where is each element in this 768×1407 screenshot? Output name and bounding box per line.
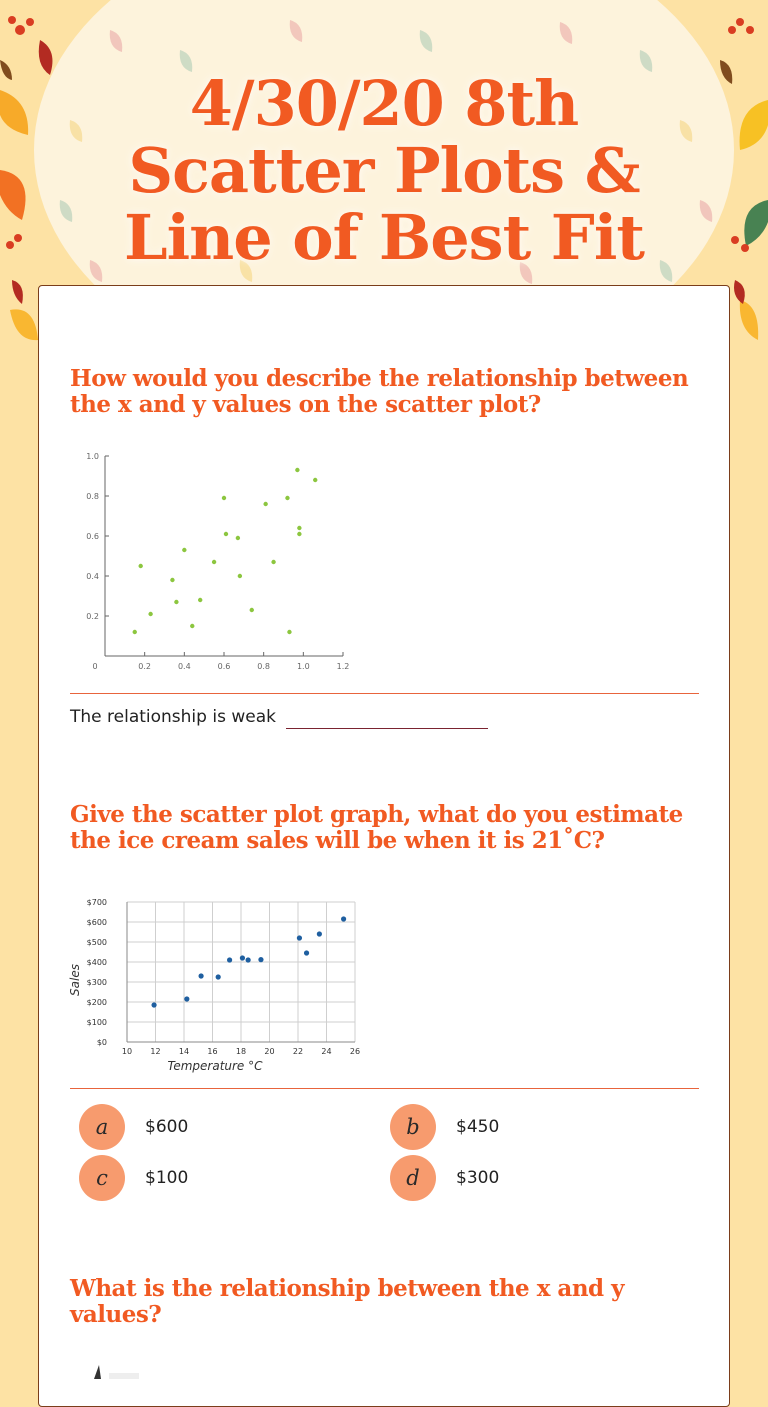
data-point <box>224 532 228 536</box>
x-tick-label: 0.2 <box>138 662 152 671</box>
x-tick-label: 22 <box>292 1047 304 1056</box>
data-point <box>139 564 143 568</box>
x-tick-label: 0.4 <box>177 662 191 671</box>
data-point <box>341 916 346 921</box>
data-point <box>174 600 178 604</box>
choice-a[interactable] <box>79 1104 188 1150</box>
y-tick-label: 0.6 <box>86 532 99 541</box>
data-point <box>184 996 189 1001</box>
y-tick-label: 0.2 <box>86 612 99 621</box>
x-tick-label: 0.6 <box>217 662 231 671</box>
data-point <box>190 624 194 628</box>
x-tick-label: 16 <box>207 1047 218 1056</box>
data-point <box>133 630 137 634</box>
origin-label: 0 <box>92 662 98 671</box>
worksheet-card <box>38 285 730 1407</box>
data-point <box>304 950 309 955</box>
question-3-image <box>89 1361 149 1381</box>
x-tick-label: 24 <box>321 1047 332 1056</box>
y-tick-label: $100 <box>86 1018 107 1027</box>
choice-b-text: $450 <box>456 1117 500 1137</box>
choice-d-text: $300 <box>456 1168 500 1188</box>
data-point <box>258 957 263 962</box>
y-tick-label: $300 <box>86 978 107 987</box>
x-tick-label: 1.2 <box>336 662 350 671</box>
title-line-1: 4/30/20 8th <box>189 67 579 140</box>
x-tick-label: 12 <box>150 1047 161 1056</box>
answer-prefix: The relationship is weak <box>70 706 276 727</box>
y-tick-label: 0.4 <box>86 572 99 581</box>
data-point <box>199 973 204 978</box>
data-point <box>295 468 299 472</box>
question-3-title: What is the relationship between the x and y values? <box>70 1275 624 1328</box>
y-axis-label: Sales <box>68 964 82 996</box>
y-tick-label: $600 <box>86 918 107 927</box>
data-point <box>297 532 301 536</box>
answer-input[interactable] <box>286 704 488 729</box>
data-point <box>222 496 226 500</box>
data-point <box>285 496 289 500</box>
y-tick-label: $500 <box>86 938 107 947</box>
data-point <box>297 526 301 530</box>
choice-a-text: $600 <box>145 1117 189 1137</box>
choice-c-text: $100 <box>145 1168 189 1188</box>
choice-a-letter: a <box>79 1104 125 1150</box>
title-line-3: Line of Best Fit <box>123 201 645 274</box>
data-point <box>238 574 242 578</box>
choice-d-letter: d <box>390 1155 436 1201</box>
x-axis-label: Temperature °C <box>167 1059 263 1073</box>
y-tick-label: 1.0 <box>86 452 99 461</box>
x-tick-label: 0.8 <box>257 662 271 671</box>
scatter-plot-1 <box>79 444 369 674</box>
question-2-title: Give the scatter plot graph, what do you estimate the ice cream sales will be when it is 21˚C? <box>70 801 683 854</box>
choice-b-letter: b <box>390 1104 436 1150</box>
data-point <box>170 578 174 582</box>
question-1-title: How would you describe the relationship between the x and y values on the scatter plot? <box>70 365 689 418</box>
data-point <box>297 935 302 940</box>
x-tick-label: 18 <box>235 1047 247 1056</box>
title-line-2: Scatter Plots & <box>128 134 640 207</box>
scatter-plot-2 <box>65 894 375 1079</box>
data-point <box>246 957 251 962</box>
question-1-answer-row <box>70 704 488 729</box>
x-tick-label: 20 <box>264 1047 275 1056</box>
data-point <box>240 955 245 960</box>
question-2-divider <box>70 1088 699 1089</box>
data-point <box>313 478 317 482</box>
y-tick-label: 0.8 <box>86 492 99 501</box>
choice-c-letter: c <box>79 1155 125 1201</box>
y-tick-label: $700 <box>86 898 107 907</box>
choice-b[interactable] <box>390 1104 499 1150</box>
choice-c[interactable] <box>79 1155 188 1201</box>
x-tick-label: 26 <box>349 1047 361 1056</box>
data-point <box>212 560 216 564</box>
data-point <box>216 974 221 979</box>
y-tick-label: $200 <box>86 998 107 1007</box>
data-point <box>263 502 267 506</box>
data-point <box>236 536 240 540</box>
data-point <box>250 608 254 612</box>
data-point <box>148 612 152 616</box>
data-point <box>182 548 186 552</box>
data-point <box>271 560 275 564</box>
x-tick-label: 1.0 <box>296 662 310 671</box>
y-tick-label: $0 <box>96 1038 107 1047</box>
y-tick-label: $400 <box>86 958 107 967</box>
question-1-divider <box>70 693 699 694</box>
x-tick-label: 14 <box>178 1047 190 1056</box>
data-point <box>317 931 322 936</box>
data-point <box>151 1002 156 1007</box>
page-title <box>60 67 708 274</box>
data-point <box>227 957 232 962</box>
choice-d[interactable] <box>390 1155 499 1201</box>
x-tick-label: 10 <box>121 1047 133 1056</box>
data-point <box>198 598 202 602</box>
data-point <box>287 630 291 634</box>
